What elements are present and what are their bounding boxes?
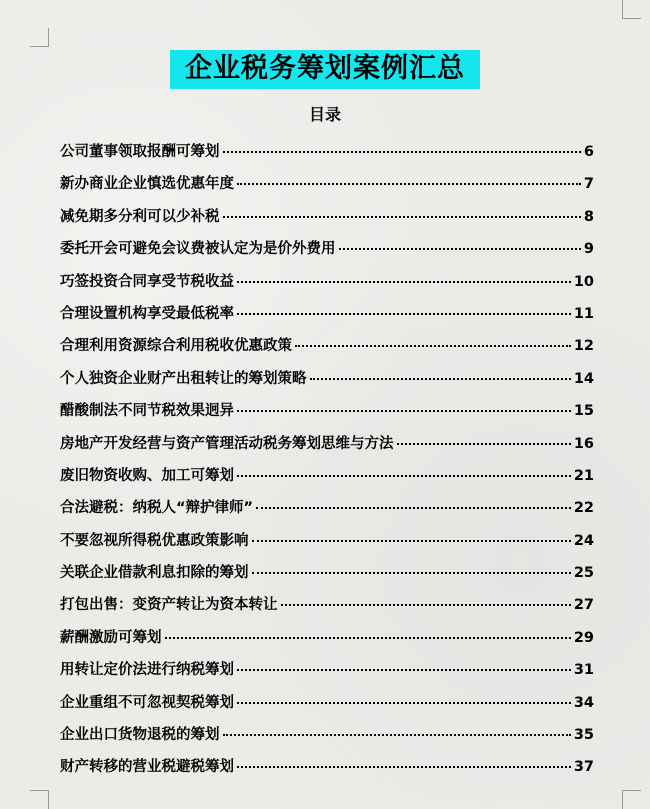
toc-entry[interactable] [60,140,594,172]
document-title: 企业税务筹划案例汇总 [170,50,480,89]
toc-entry-label[interactable]: 委托开会可避免会议费被认定为是价外费用 [60,241,336,258]
toc-entry-label[interactable]: 企业出口货物退税的筹划 [60,727,220,744]
toc-entry-page-number: 37 [573,759,594,776]
toc-dot-leader [397,443,571,445]
toc-entry-page-number: 8 [583,208,594,225]
toc-entry[interactable] [60,496,594,528]
toc-entry-page-number: 16 [573,435,594,452]
toc-entry-label[interactable]: 房地产开发经营与资产管理活动税务筹划思维与方法 [60,435,394,452]
toc-entry[interactable] [60,367,594,399]
toc-entry-page-number: 21 [573,467,594,484]
toc-dot-leader [252,572,571,574]
toc-entry[interactable] [60,432,594,464]
toc-entry-label[interactable]: 废旧物资收购、加工可筹划 [60,467,234,484]
toc-entry[interactable] [60,593,594,625]
toc-entry-label[interactable]: 企业重组不可忽视契税筹划 [60,694,234,711]
toc-entry[interactable] [60,334,594,366]
toc-entry-page-number: 24 [573,532,594,549]
toc-entry-page-number: 6 [583,144,594,160]
margin-corner-mark [622,0,641,19]
toc-dot-leader [339,248,581,250]
toc-dot-leader [237,475,571,477]
toc-entry[interactable] [60,464,594,496]
toc-entry[interactable] [60,691,594,723]
toc-dot-leader [281,604,571,606]
toc-entry-page-number: 12 [573,338,594,355]
toc-entry-page-number: 14 [573,370,594,387]
toc-entry[interactable] [60,172,594,204]
toc-entry-label[interactable]: 合理设置机构享受最低税率 [60,305,234,322]
table-of-contents [60,140,594,788]
toc-dot-leader [237,669,571,671]
toc-entry[interactable] [60,205,594,237]
toc-entry-label[interactable]: 用转让定价法进行纳税筹划 [60,662,234,679]
toc-entry-page-number: 7 [583,176,594,193]
toc-entry-page-number: 9 [583,241,594,258]
toc-dot-leader [223,151,581,153]
toc-heading: 目录 [308,105,341,124]
toc-dot-leader [310,378,571,380]
toc-entry-page-number: 35 [573,727,594,744]
toc-entry[interactable] [60,561,594,593]
toc-dot-leader [237,702,571,704]
toc-entry-label[interactable]: 关联企业借款利息扣除的筹划 [60,565,249,582]
toc-entry-page-number: 27 [573,597,594,614]
toc-entry[interactable] [60,302,594,334]
toc-entry-page-number: 10 [573,273,594,290]
toc-entry[interactable] [60,529,594,561]
toc-entry[interactable] [60,270,594,302]
toc-entry-label[interactable]: 薪酬激励可筹划 [60,629,162,646]
toc-dot-leader [237,766,571,768]
toc-dot-leader [252,540,571,542]
toc-entry-label[interactable]: 不要忽视所得税优惠政策影响 [60,532,249,549]
toc-dot-leader [237,410,571,412]
toc-entry-page-number: 34 [573,694,594,711]
toc-entry-page-number: 25 [573,565,594,582]
margin-corner-mark [30,28,49,47]
title-container [0,50,650,89]
toc-entry-label[interactable]: 合法避税：纳税人“辩护律师” [60,500,254,517]
toc-dot-leader [223,216,581,218]
toc-entry-label[interactable]: 个人独资企业财产出租转让的筹划策略 [60,370,307,387]
toc-entry-label[interactable]: 合理利用资源综合利用税收优惠政策 [60,338,292,355]
toc-entry-label[interactable]: 醋酸制法不同节税效果迥异 [60,403,234,420]
toc-dot-leader [223,734,571,736]
toc-dot-leader [237,281,571,283]
toc-entry-label[interactable]: 新办商业企业慎选优惠年度 [60,176,234,193]
toc-entry[interactable] [60,399,594,431]
toc-dot-leader [237,313,571,315]
toc-entry-page-number: 11 [573,305,594,322]
margin-corner-mark [622,790,641,809]
toc-dot-leader [295,345,571,347]
toc-entry[interactable] [60,626,594,658]
toc-entry[interactable] [60,658,594,690]
toc-entry-page-number: 31 [573,662,594,679]
margin-corner-mark [30,790,49,809]
toc-entry[interactable] [60,755,594,787]
toc-entry-label[interactable]: 公司董事领取报酬可筹划 [60,144,220,160]
toc-entry-page-number: 29 [573,629,594,646]
toc-entry-label[interactable]: 财产转移的营业税避税筹划 [60,759,234,776]
toc-dot-leader [256,507,571,509]
toc-dot-leader [237,183,581,185]
toc-entry-label[interactable]: 巧签投资合同享受节税收益 [60,273,234,290]
toc-entry[interactable] [60,237,594,269]
toc-entry[interactable] [60,723,594,755]
toc-dot-leader [165,637,571,639]
toc-entry-page-number: 15 [573,403,594,420]
toc-entry-label[interactable]: 打包出售：变资产转让为资本转让 [60,597,278,614]
toc-entry-page-number: 22 [573,500,594,517]
toc-entry-label[interactable]: 减免期多分利可以少补税 [60,208,220,225]
